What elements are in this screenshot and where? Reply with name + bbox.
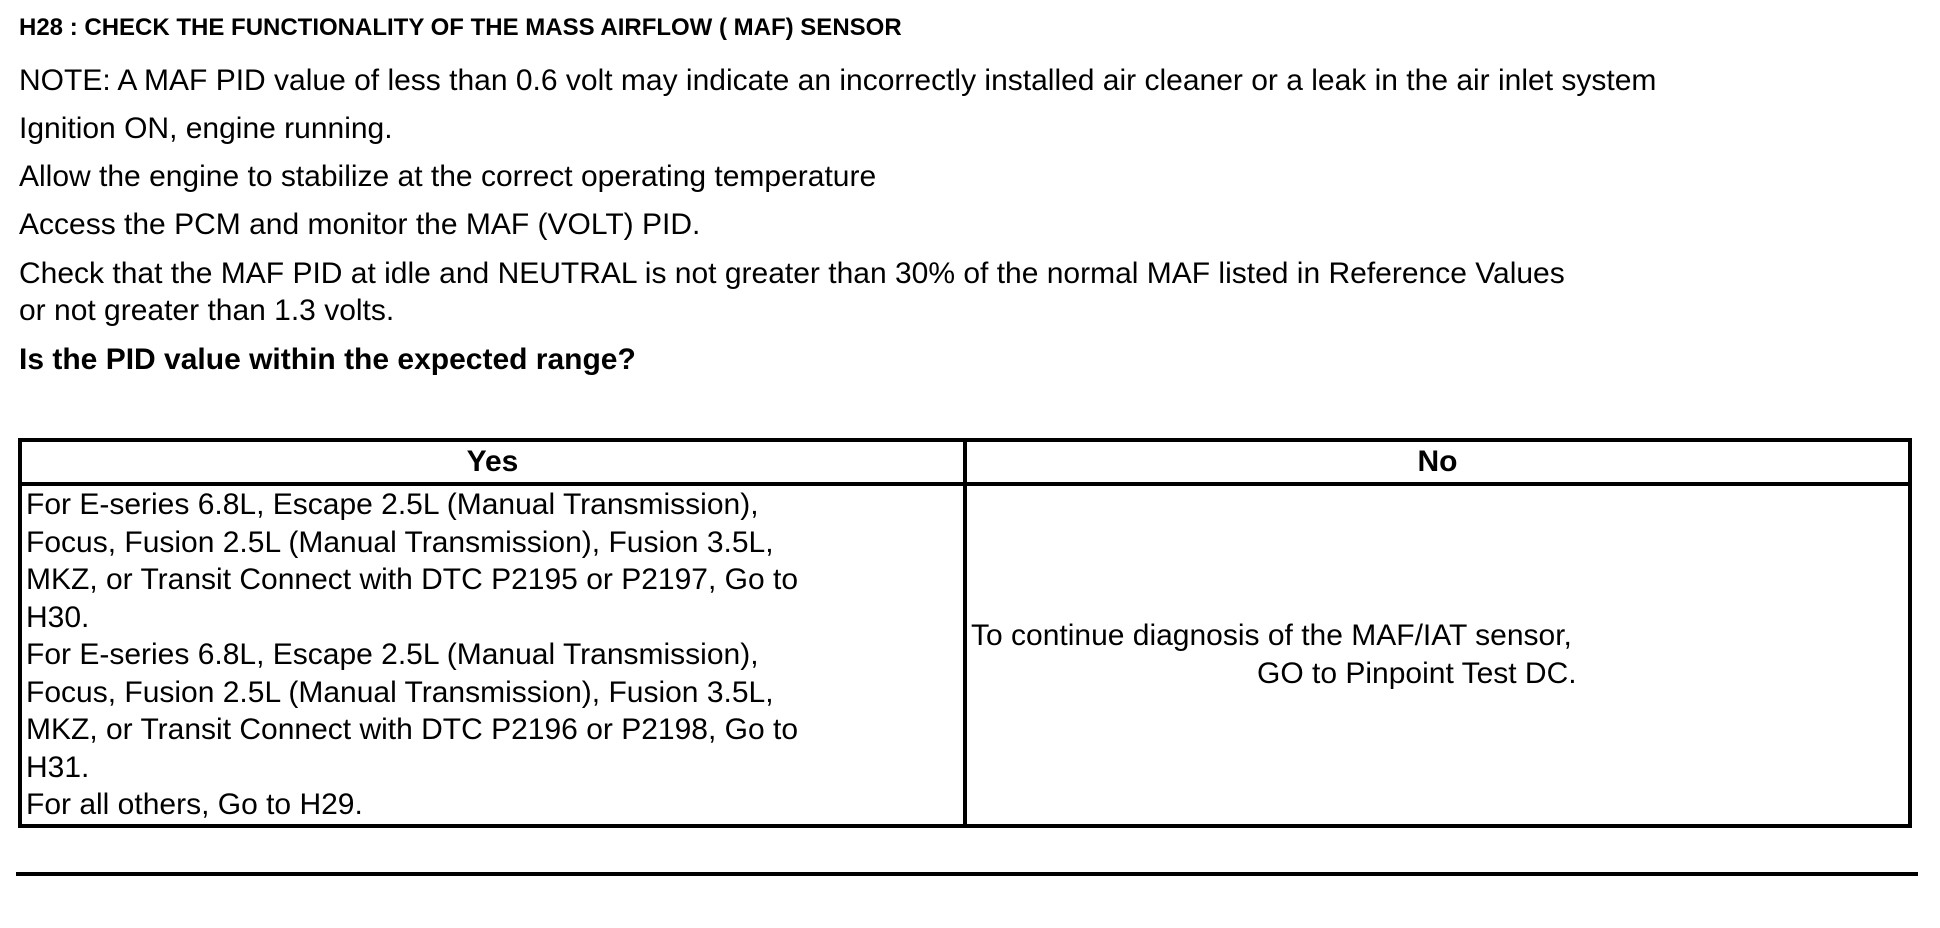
yes-line: Focus, Fusion 2.5L (Manual Transmission), Fusion 3.5L, <box>26 525 774 559</box>
table-row <box>20 484 1910 826</box>
result-table <box>18 438 1912 828</box>
yes-line: Focus, Fusion 2.5L (Manual Transmission), Fusion 3.5L, <box>26 675 774 709</box>
note-text: NOTE: A MAF PID value of less than 0.6 volt may indicate an incorrectly installed air cleaner or a leak in the air inlet system <box>19 64 1657 97</box>
yes-line: H31. <box>26 750 90 784</box>
section-heading: H28 : CHECK THE FUNCTIONALITY OF THE MASS AIRFLOW ( MAF) SENSOR <box>19 14 902 41</box>
yes-line: For E-series 6.8L, Escape 2.5L (Manual Transmission), <box>26 638 759 671</box>
yes-line: H30. <box>26 600 90 634</box>
no-outcome-cell <box>965 484 1910 826</box>
yes-line: For E-series 6.8L, Escape 2.5L (Manual Transmission), <box>26 488 759 521</box>
header-yes: Yes <box>20 440 965 484</box>
question-text: Is the PID value within the expected range? <box>19 343 636 376</box>
step-access-pcm: Access the PCM and monitor the MAF (VOLT) PID. <box>19 208 701 241</box>
step-stabilize: Allow the engine to stabilize at the correct operating temperature <box>19 160 877 193</box>
check-instruction-line-1: Check that the MAF PID at idle and NEUTRAL is not greater than 30% of the normal MAF listed in Reference Values <box>19 257 1565 290</box>
yes-line: MKZ, or Transit Connect with DTC P2195 or P2197, Go to <box>26 563 799 596</box>
no-line: To continue diagnosis of the MAF/IAT sensor, <box>971 619 1572 653</box>
check-instruction-line-2: or not greater than 1.3 volts. <box>19 294 395 327</box>
yes-line: For all others, Go to H29. <box>26 788 363 821</box>
no-line: GO to Pinpoint Test DC. <box>1257 656 1577 690</box>
header-no: No <box>965 440 1910 484</box>
step-ignition: Ignition ON, engine running. <box>19 112 393 145</box>
yes-line: MKZ, or Transit Connect with DTC P2196 or P2198, Go to <box>26 713 799 746</box>
table-header-row <box>20 440 1910 484</box>
yes-outcome-cell <box>20 484 965 826</box>
bottom-divider <box>16 872 1918 876</box>
